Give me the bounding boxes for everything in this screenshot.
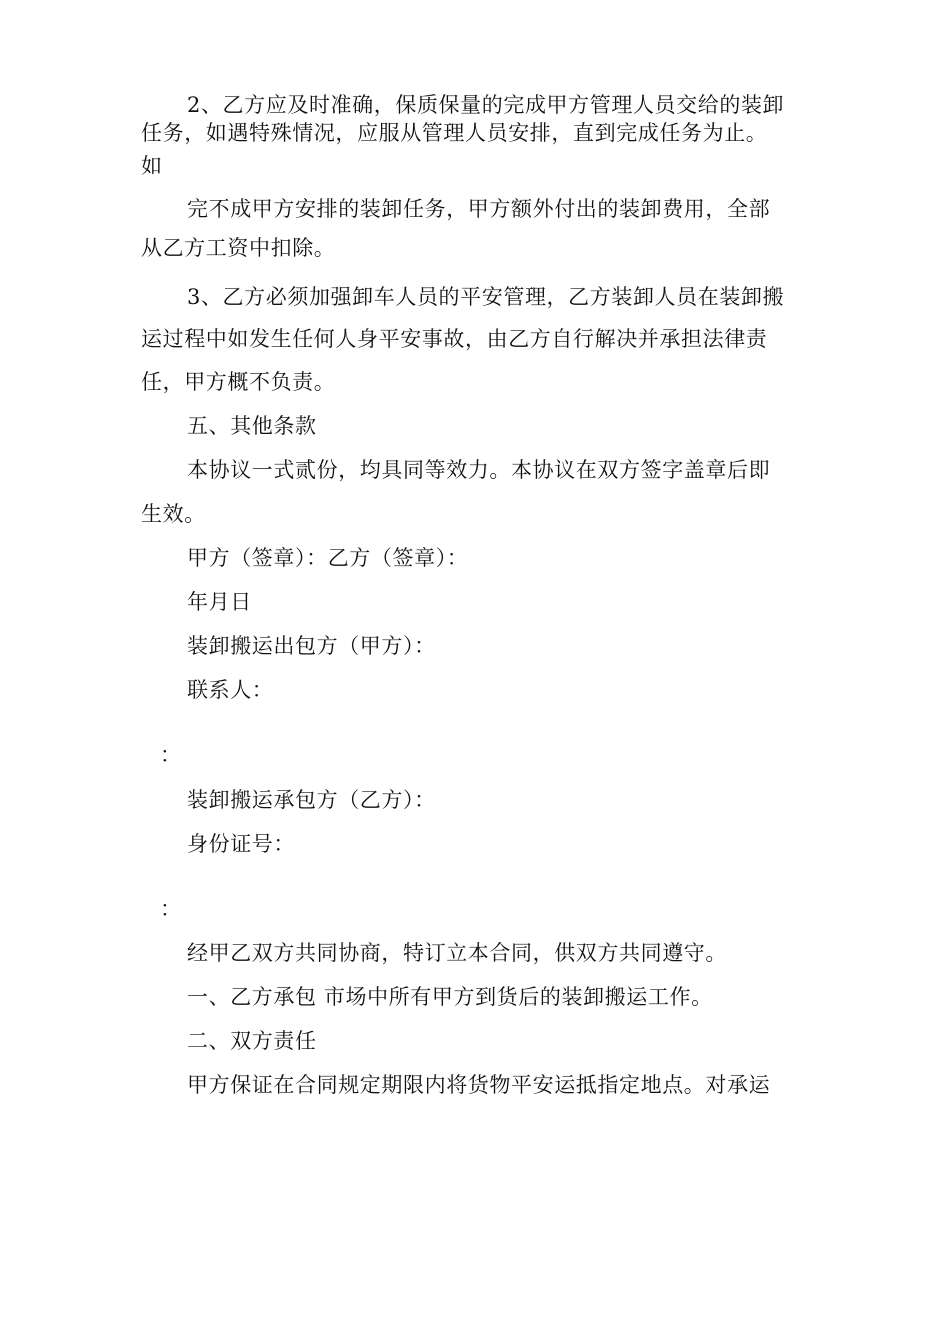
paragraph-line: 3、乙方必须加强卸车人员的平安管理，乙方装卸人员在装卸搬 (187, 285, 785, 309)
signature-line: 甲方（签章）：乙方（签章）： (187, 546, 469, 570)
clause-line: 一、乙方承包 市场中所有甲方到货后的装卸搬运工作。 (187, 985, 713, 1009)
party-b-label: 装卸搬运承包方（乙方）： (187, 788, 436, 812)
date-line: 年月日 (187, 590, 252, 614)
paragraph-line: 生效。 (141, 502, 206, 526)
paragraph-line: 本协议一式贰份，均具同等效力。本协议在双方签字盖章后即 (187, 458, 771, 482)
paragraph-line: 从乙方工资中扣除。 (141, 236, 336, 260)
section-heading: 五、其他条款 (187, 414, 317, 438)
paragraph-line: 如 (141, 154, 163, 178)
section-heading: 二、双方责任 (187, 1029, 317, 1053)
blank-field-label: ： (160, 897, 182, 921)
paragraph-line: 完不成甲方安排的装卸任务，甲方额外付出的装卸费用，全部 (187, 197, 771, 221)
blank-field-label: ： (160, 743, 182, 767)
paragraph-line: 2、乙方应及时准确，保质保量的完成甲方管理人员交给的装卸 (187, 93, 785, 117)
party-a-label: 装卸搬运出包方（甲方）： (187, 634, 436, 658)
paragraph-line: 运过程中如发生任何人身平安事故，由乙方自行解决并承担法律责 (141, 327, 768, 351)
paragraph-line: 任务，如遇特殊情况，应服从管理人员安排，直到完成任务为止。 (141, 121, 768, 145)
id-number-label: 身份证号： (187, 832, 295, 856)
paragraph-line: 任，甲方概不负责。 (141, 370, 336, 394)
paragraph-line: 经甲乙双方共同协商，特订立本合同，供双方共同遵守。 (187, 941, 727, 965)
paragraph-line: 甲方保证在合同规定期限内将货物平安运抵指定地点。对承运 (187, 1073, 771, 1097)
contact-label: 联系人： (187, 678, 274, 702)
